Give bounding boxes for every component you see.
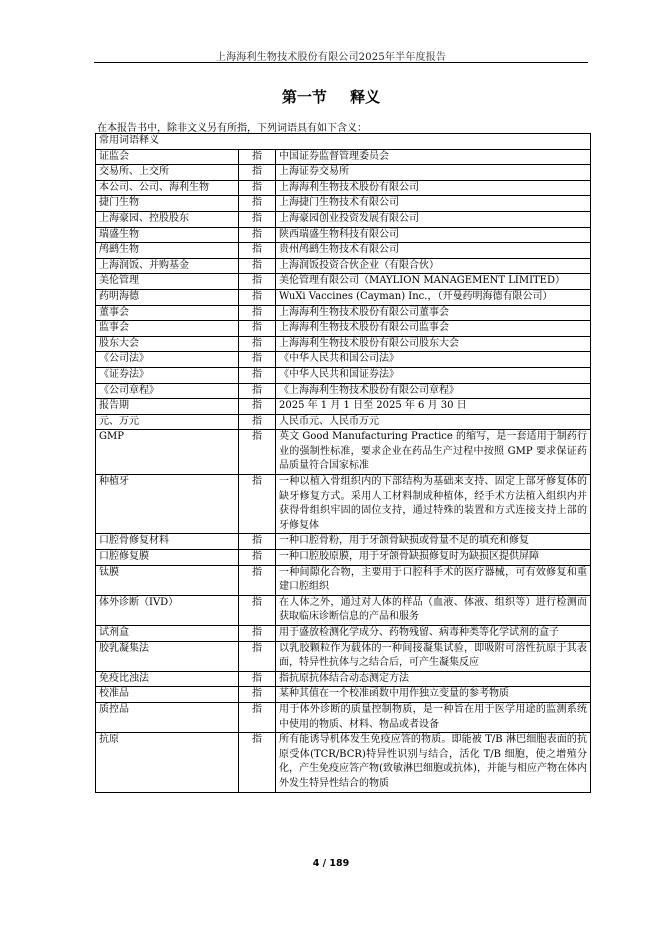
table-row: [96, 550, 591, 566]
term-cell: 校准品: [96, 687, 239, 703]
term-cell: 口腔修复膜: [96, 550, 239, 566]
zhi-cell: 指: [239, 550, 276, 566]
table-row: [96, 565, 591, 595]
definition-cell: 2025 年 1 月 1 日至 2025 年 6 月 30 日: [276, 399, 591, 415]
term-cell: 《公司章程》: [96, 383, 239, 399]
table-caption: 常用词语释义: [96, 134, 591, 150]
term-cell: 体外诊断（IVD）: [96, 595, 239, 625]
zhi-cell: 指: [239, 321, 276, 337]
table-row: [96, 671, 591, 687]
table-row: [96, 595, 591, 625]
zhi-cell: 指: [239, 274, 276, 290]
zhi-cell: 指: [239, 399, 276, 415]
term-cell: 股东大会: [96, 336, 239, 352]
zhi-cell: 指: [239, 475, 276, 534]
zhi-cell: 指: [239, 352, 276, 368]
definition-cell: 用于盛放检测化学成分、药物残留、病毒种类等化学试剂的盒子: [276, 626, 591, 642]
term-cell: 钛膜: [96, 565, 239, 595]
definition-cell: 中国证券监督管理委员会: [276, 149, 591, 165]
term-cell: 鸬鹚生物: [96, 243, 239, 259]
definition-cell: WuXi Vaccines (Cayman) Inc.，（开曼药明海德有限公司）: [276, 289, 591, 305]
table-row: [96, 641, 591, 671]
table-row: [96, 227, 591, 243]
term-cell: 试剂盒: [96, 626, 239, 642]
definition-cell: 人民币元、人民币万元: [276, 414, 591, 430]
page-number: 4 / 189: [312, 858, 350, 869]
term-cell: 证监会: [96, 149, 239, 165]
zhi-cell: 指: [239, 227, 276, 243]
table-row: [96, 196, 591, 212]
definition-cell: 上海海利生物技术股份有限公司股东大会: [276, 336, 591, 352]
term-cell: 《证券法》: [96, 367, 239, 383]
term-cell: 上海豪园、控股股东: [96, 211, 239, 227]
zhi-cell: 指: [239, 534, 276, 550]
table-row: [96, 336, 591, 352]
definition-cell: 用于体外诊断的质量控制物质，是一种旨在用于医学用途的监测系统中使用的物质、材料、物品或者设备: [276, 702, 591, 732]
term-cell: 种植牙: [96, 475, 239, 534]
definition-cell: 在人体之外，通过对人体的样品（血液、体液、组织等）进行检测而获取临床诊断信息的产品和服务: [276, 595, 591, 625]
term-cell: 美伦管理: [96, 274, 239, 290]
table-row: [96, 274, 591, 290]
definition-cell: 一种口腔胶原膜，用于牙颌骨缺损修复时为缺损区提供屏障: [276, 550, 591, 566]
term-cell: 质控品: [96, 702, 239, 732]
zhi-cell: 指: [239, 289, 276, 305]
definition-cell: 上海捷门生物技术有限公司: [276, 196, 591, 212]
definition-cell: 上海豪园创业投资发展有限公司: [276, 211, 591, 227]
intro-text: 在本报告书中，除非文义另有所指，下列词语具有如下含义：: [97, 123, 367, 134]
definition-cell: 陕西瑞盛生物科技有限公司: [276, 227, 591, 243]
table-caption-row: [96, 134, 591, 150]
zhi-cell: 指: [239, 641, 276, 671]
zhi-cell: 指: [239, 305, 276, 321]
definition-cell: 一种以植入骨组织内的下部结构为基础来支持、固定上部牙修复体的缺牙修复方式。采用人工材料制成种植体，经手术方法植入组织内并获得骨组织牢固的固位支持，通过特殊的装置和方式连接支持上部的牙修复体: [276, 475, 591, 534]
definition-cell: 上海海利生物技术股份有限公司: [276, 180, 591, 196]
table-row: [96, 305, 591, 321]
zhi-cell: 指: [239, 243, 276, 259]
zhi-cell: 指: [239, 149, 276, 165]
term-cell: 捷门生物: [96, 196, 239, 212]
term-cell: 口腔骨修复材料: [96, 534, 239, 550]
table-row: [96, 180, 591, 196]
table-row: [96, 626, 591, 642]
table-row: [96, 430, 591, 475]
definition-cell: 上海海利生物技术股份有限公司董事会: [276, 305, 591, 321]
table-row: [96, 258, 591, 274]
zhi-cell: 指: [239, 258, 276, 274]
zhi-cell: 指: [239, 595, 276, 625]
term-cell: 瑞盛生物: [96, 227, 239, 243]
header-divider: [94, 62, 588, 63]
definition-cell: 某种其值在一个校准函数中用作独立变量的参考物质: [276, 687, 591, 703]
term-cell: 《公司法》: [96, 352, 239, 368]
zhi-cell: 指: [239, 211, 276, 227]
zhi-cell: 指: [239, 430, 276, 475]
table-row: [96, 243, 591, 259]
definition-cell: 《上海海利生物技术股份有限公司章程》: [276, 383, 591, 399]
section-title: 第一节 释义: [281, 88, 381, 106]
table-row: [96, 733, 591, 792]
table-row: [96, 352, 591, 368]
definition-cell: 《中华人民共和国公司法》: [276, 352, 591, 368]
zhi-cell: 指: [239, 383, 276, 399]
term-cell: 报告期: [96, 399, 239, 415]
table-row: [96, 289, 591, 305]
table-row: [96, 367, 591, 383]
zhi-cell: 指: [239, 336, 276, 352]
term-cell: 交易所、上交所: [96, 165, 239, 181]
table-row: [96, 534, 591, 550]
definition-cell: 所有能诱导机体发生免疫应答的物质。即能被 T/B 淋巴细胞表面的抗原受体(TCR/BCR)特异性识别与结合，活化 T/B 细胞，使之增殖分化，产生免疫应答产物(致敏淋巴细胞或抗体)，并能与相应产物在体内外发生特异性结合的物质: [276, 733, 591, 792]
term-cell: 董事会: [96, 305, 239, 321]
term-cell: 上海润饭、并购基金: [96, 258, 239, 274]
zhi-cell: 指: [239, 626, 276, 642]
table-row: [96, 687, 591, 703]
zhi-cell: 指: [239, 687, 276, 703]
definitions-table: [95, 133, 591, 793]
definition-cell: 以乳胶颗粒作为载体的一种间接凝集试验，即吸附可溶性抗原于其表面，特异性抗体与之结合后，可产生凝集反应: [276, 641, 591, 671]
definition-cell: 一种口腔骨粉，用于牙颌骨缺损或骨量不足的填充和修复: [276, 534, 591, 550]
term-cell: 药明海德: [96, 289, 239, 305]
term-cell: 免疫比浊法: [96, 671, 239, 687]
table-row: [96, 149, 591, 165]
definition-cell: 英文 Good Manufacturing Practice 的缩写，是一套适用于制药行业的强制性标准，要求企业在药品生产过程中按照 GMP 要求保证药品质量符合国家标准: [276, 430, 591, 475]
zhi-cell: 指: [239, 671, 276, 687]
term-cell: 胶乳凝集法: [96, 641, 239, 671]
term-cell: GMP: [96, 430, 239, 475]
zhi-cell: 指: [239, 196, 276, 212]
zhi-cell: 指: [239, 414, 276, 430]
definition-cell: 上海润饭投资合伙企业（有限合伙）: [276, 258, 591, 274]
zhi-cell: 指: [239, 733, 276, 792]
definition-cell: 上海证券交易所: [276, 165, 591, 181]
definition-cell: 上海海利生物技术股份有限公司监事会: [276, 321, 591, 337]
table-row: [96, 702, 591, 732]
table-row: [96, 211, 591, 227]
zhi-cell: 指: [239, 180, 276, 196]
term-cell: 本公司、公司、海利生物: [96, 180, 239, 196]
table-row: [96, 399, 591, 415]
zhi-cell: 指: [239, 565, 276, 595]
table-row: [96, 383, 591, 399]
definition-cell: 美伦管理有限公司（MAYLION MANAGEMENT LIMITED）: [276, 274, 591, 290]
definition-cell: 指抗原抗体结合动态测定方法: [276, 671, 591, 687]
table-row: [96, 321, 591, 337]
table-row: [96, 165, 591, 181]
term-cell: 抗原: [96, 733, 239, 792]
definition-cell: 《中华人民共和国证券法》: [276, 367, 591, 383]
term-cell: 监事会: [96, 321, 239, 337]
term-cell: 元、万元: [96, 414, 239, 430]
zhi-cell: 指: [239, 702, 276, 732]
zhi-cell: 指: [239, 165, 276, 181]
table-row: [96, 475, 591, 534]
table-row: [96, 414, 591, 430]
definition-cell: 贵州鸬鹚生物技术有限公司: [276, 243, 591, 259]
running-header: 上海海利生物技术股份有限公司2025年半年度报告: [215, 52, 447, 63]
zhi-cell: 指: [239, 367, 276, 383]
definition-cell: 一种间隙化合物，主要用于口腔科手术的医疗器械，可有效修复和重建口腔组织: [276, 565, 591, 595]
